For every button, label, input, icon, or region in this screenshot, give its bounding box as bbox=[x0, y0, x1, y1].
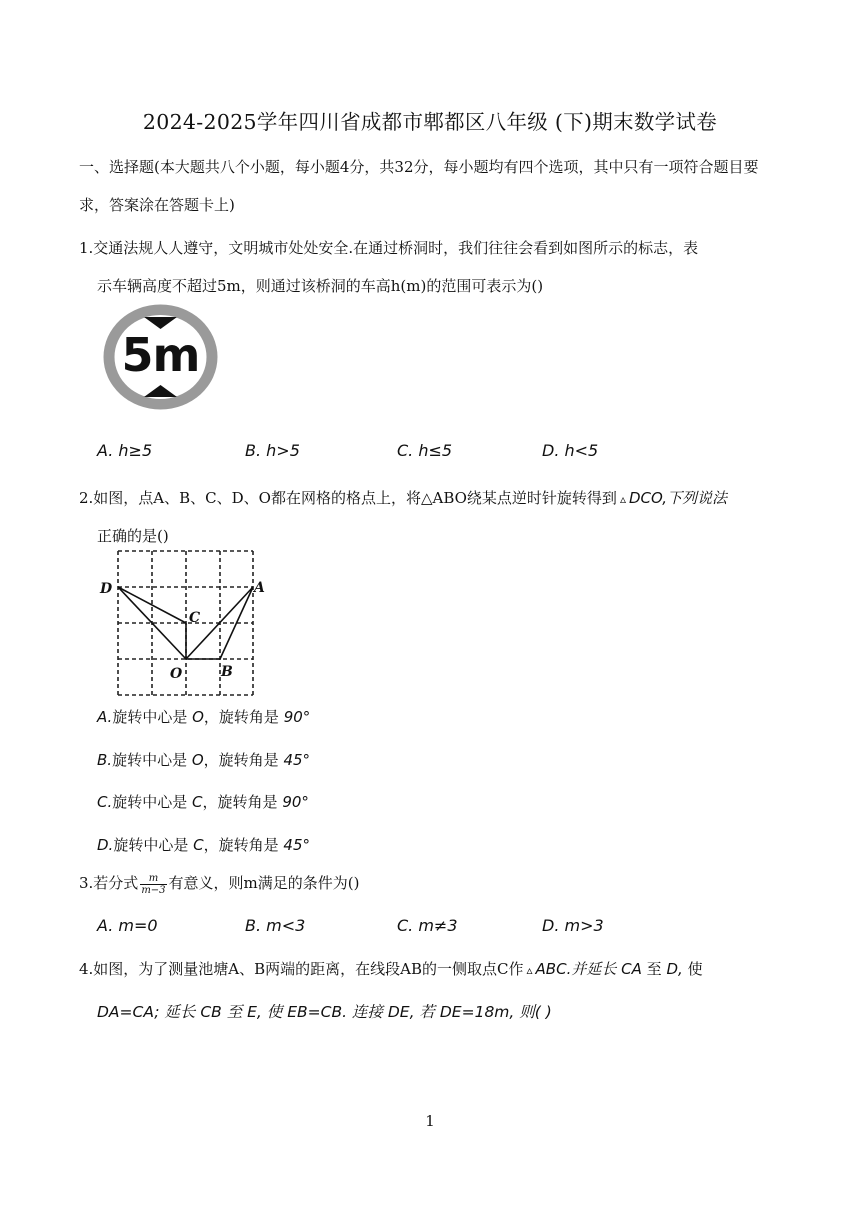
option-var: O bbox=[192, 708, 204, 726]
label-a: A bbox=[254, 580, 265, 596]
label-o: O bbox=[170, 666, 183, 682]
label-d: D bbox=[100, 581, 113, 597]
fraction-denominator: m−3 bbox=[141, 884, 166, 896]
q1-line2: 示车辆高度不超过5m，则通过该桥洞的车高h(m)的范围可表示为() bbox=[97, 277, 544, 295]
q1-option-a: A. h≥5 bbox=[97, 441, 153, 460]
page-number: 1 bbox=[425, 1112, 435, 1130]
q1-line1: 1.交通法规人人遵守，文明城市处处安全.在通过桥洞时，我们往往会看到如图所示的标志，表 bbox=[79, 239, 699, 257]
section-heading-line1: 一、选择题(本大题共八个小题，每小题4分，共32分，每小题均有四个选项，其中只有一项符合题目要 bbox=[79, 158, 759, 176]
q2-line1-part2: DCO,下列说法 bbox=[628, 489, 727, 507]
q4-line1-part6: 使 bbox=[687, 960, 703, 978]
q4-line1-part4: 至 bbox=[646, 960, 662, 978]
option-text: 旋转中心是 bbox=[113, 836, 189, 854]
q3-option-b: B. m<3 bbox=[245, 916, 306, 935]
q2-option-c bbox=[97, 791, 309, 812]
sign-text: 5m bbox=[121, 328, 200, 382]
option-letter: A. bbox=[97, 708, 113, 726]
option-angle: 90° bbox=[283, 708, 311, 726]
option-letter: C. bbox=[97, 793, 113, 811]
q3-line bbox=[79, 872, 359, 896]
label-c: C bbox=[189, 610, 201, 626]
q4-line1 bbox=[79, 958, 703, 979]
option-var: C bbox=[193, 836, 204, 854]
option-text: ，旋转角是 bbox=[202, 793, 278, 811]
q2-line2: 正确的是() bbox=[97, 527, 169, 545]
q2-option-b bbox=[97, 749, 310, 770]
height-limit-sign bbox=[101, 302, 220, 412]
q3-option-d: D. m>3 bbox=[542, 916, 604, 935]
option-text: ，旋转角是 bbox=[203, 751, 279, 769]
fraction bbox=[140, 873, 166, 896]
option-angle: 90° bbox=[282, 793, 309, 811]
rotation-grid-figure bbox=[96, 548, 265, 698]
q2-option-a bbox=[97, 706, 310, 727]
option-letter: D. bbox=[97, 836, 114, 854]
q4-line1-part2: ABC.并延长 bbox=[535, 960, 617, 978]
option-text: 旋转中心是 bbox=[112, 751, 188, 769]
q3-option-a: A. m=0 bbox=[97, 916, 158, 935]
q3-suffix: 有意义，则m满足的条件为() bbox=[168, 874, 360, 892]
section-heading-line2: 求，答案涂在答题卡上) bbox=[79, 196, 235, 214]
q3-option-c: C. m≠3 bbox=[397, 916, 458, 935]
q1-option-b: B. h>5 bbox=[245, 441, 300, 460]
option-var: O bbox=[191, 751, 204, 769]
option-text: 旋转中心是 bbox=[112, 708, 188, 726]
q4-line1-part3: CA bbox=[621, 960, 642, 978]
fraction-numerator: m bbox=[140, 873, 166, 885]
option-text: ，旋转角是 bbox=[203, 836, 279, 854]
q2-line1 bbox=[79, 487, 727, 508]
q4-line1-part5: D, bbox=[666, 960, 683, 978]
triangle-symbol: ▵ bbox=[526, 963, 533, 977]
q1-option-d: D. h<5 bbox=[542, 441, 599, 460]
page-title: 2024-2025学年四川省成都市郫都区八年级 (下)期末数学试卷 bbox=[142, 110, 718, 134]
option-angle: 45° bbox=[283, 751, 311, 769]
q2-option-d bbox=[97, 834, 310, 855]
option-text: 旋转中心是 bbox=[112, 793, 188, 811]
q3-prefix: 3.若分式 bbox=[79, 874, 139, 892]
option-var: C bbox=[192, 793, 203, 811]
label-b: B bbox=[221, 664, 233, 680]
q4-line2: DA=CA; 延长 CB 至 E, 使 EB=CB. 连接 DE, 若 DE=18m, 则( ) bbox=[97, 1003, 552, 1021]
option-text: ，旋转角是 bbox=[203, 708, 279, 726]
q4-line1-part1: 4.如图，为了测量池塘A、B两端的距离，在线段AB的一侧取点C作 bbox=[79, 960, 524, 978]
q2-line1-part1: 2.如图，点A、B、C、D、O都在网格的格点上，将△ABO绕某点逆时针旋转得到 bbox=[79, 489, 617, 507]
triangle-symbol: ▵ bbox=[619, 492, 626, 506]
option-letter: B. bbox=[97, 751, 113, 769]
q1-option-c: C. h≤5 bbox=[397, 441, 453, 460]
option-angle: 45° bbox=[283, 836, 310, 854]
